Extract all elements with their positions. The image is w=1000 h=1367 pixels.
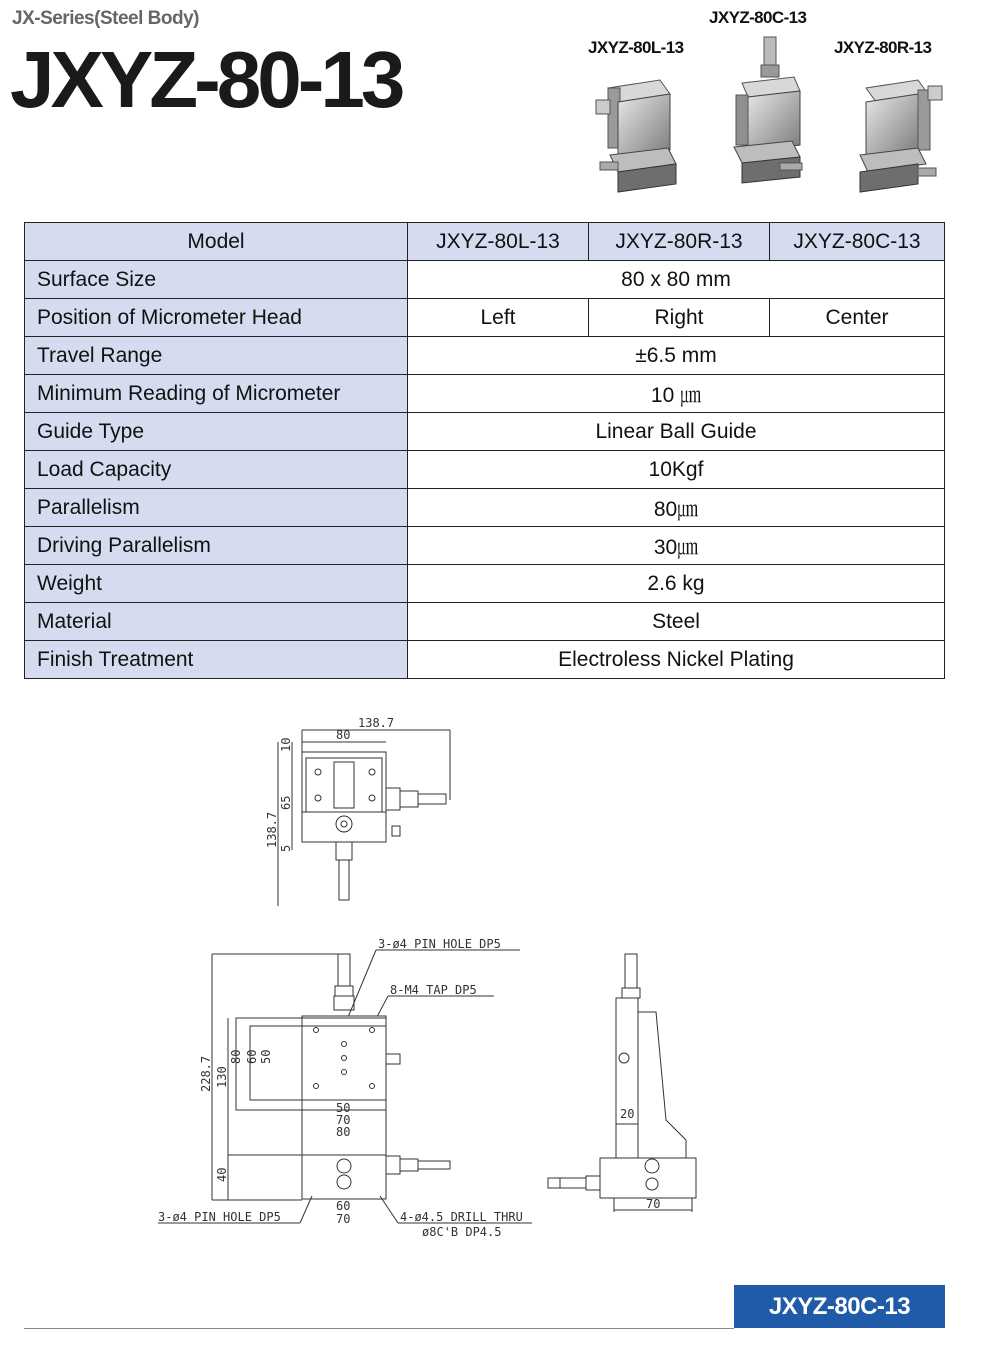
product-label-80c: JXYZ-80C-13 [709, 8, 807, 27]
row-label: Load Capacity [25, 451, 408, 489]
note-pin-hole-top: 3-ø4 PIN HOLE DP5 [378, 937, 501, 951]
row-value: 80 x 80 mm [408, 261, 945, 299]
row-value: 10 ㎛ [408, 375, 945, 413]
row-value: ±6.5 mm [408, 337, 945, 375]
table-row [25, 451, 945, 489]
row-value: Steel [408, 603, 945, 641]
dim-side-20: 20 [620, 1107, 635, 1121]
row-label: Guide Type [25, 413, 408, 451]
table-header-row [25, 223, 945, 261]
row-label: Finish Treatment [25, 641, 408, 679]
dim-front-w70b: 70 [336, 1212, 351, 1226]
dim-front-w60b: 60 [336, 1199, 351, 1213]
front-view [158, 937, 532, 1239]
table-row [25, 337, 945, 375]
row-value: Linear Ball Guide [408, 413, 945, 451]
series-label: JX-Series(Steel Body) [12, 8, 199, 29]
note-drill-sub: ø8C'B DP4.5 [422, 1225, 502, 1239]
row-value: Right [589, 299, 770, 337]
dim-top-65: 65 [279, 795, 293, 810]
product-photo-80c [728, 35, 808, 185]
model-badge: JXYZ-80C-13 [734, 1285, 945, 1328]
dim-front-80: 80 [229, 1049, 243, 1064]
footer-rule [24, 1328, 734, 1329]
dim-side-70: 70 [646, 1197, 661, 1211]
row-value: 2.6 kg [408, 565, 945, 603]
row-label: Driving Parallelism [25, 527, 408, 565]
dim-front-130: 130 [215, 1066, 229, 1088]
table-row [25, 375, 945, 413]
product-photo-80l [590, 60, 680, 195]
header-80l: JXYZ-80L-13 [408, 223, 589, 261]
technical-drawing [0, 700, 1000, 1260]
header-80c: JXYZ-80C-13 [770, 223, 945, 261]
table-row [25, 603, 945, 641]
dim-front-w80: 80 [336, 1125, 351, 1139]
side-view [548, 954, 696, 1212]
row-value: 10Kgf [408, 451, 945, 489]
row-label: Parallelism [25, 489, 408, 527]
dim-front-228: 228.7 [199, 1055, 213, 1092]
dim-top-inner: 80 [336, 728, 351, 742]
dim-front-50: 50 [259, 1049, 273, 1064]
row-label: Weight [25, 565, 408, 603]
header-model: Model [25, 223, 408, 261]
dim-front-40: 40 [215, 1167, 229, 1182]
table-row [25, 261, 945, 299]
dim-top-10: 10 [279, 737, 293, 752]
row-value: Left [408, 299, 589, 337]
row-label: Position of Micrometer Head [25, 299, 408, 337]
product-photo-80r [856, 60, 946, 195]
dim-front-60: 60 [245, 1049, 259, 1064]
dim-top-5: 5 [279, 844, 293, 852]
note-drill: 4-ø4.5 DRILL THRU [400, 1210, 523, 1224]
dim-top-width: 138.7 [358, 716, 395, 730]
spec-table [24, 222, 945, 679]
dim-top-height: 138.7 [265, 811, 279, 848]
row-value: 30㎛ [408, 527, 945, 565]
row-label: Surface Size [25, 261, 408, 299]
row-label: Minimum Reading of Micrometer [25, 375, 408, 413]
table-row [25, 413, 945, 451]
table-row [25, 565, 945, 603]
note-tap: 8-M4 TAP DP5 [390, 983, 477, 997]
dim-front-w70: 70 [336, 1113, 351, 1127]
table-row [25, 299, 945, 337]
header-80r: JXYZ-80R-13 [589, 223, 770, 261]
row-label: Travel Range [25, 337, 408, 375]
top-view [265, 716, 450, 906]
table-row [25, 641, 945, 679]
note-pin-hole-bottom: 3-ø4 PIN HOLE DP5 [158, 1210, 281, 1224]
row-value: 80㎛ [408, 489, 945, 527]
page-title: JXYZ-80-13 [10, 35, 402, 124]
dim-front-w50: 50 [336, 1101, 351, 1115]
row-value: Electroless Nickel Plating [408, 641, 945, 679]
product-label-80r: JXYZ-80R-13 [834, 38, 932, 57]
row-value: Center [770, 299, 945, 337]
table-row [25, 527, 945, 565]
row-label: Material [25, 603, 408, 641]
product-label-80l: JXYZ-80L-13 [588, 38, 684, 57]
table-row [25, 489, 945, 527]
